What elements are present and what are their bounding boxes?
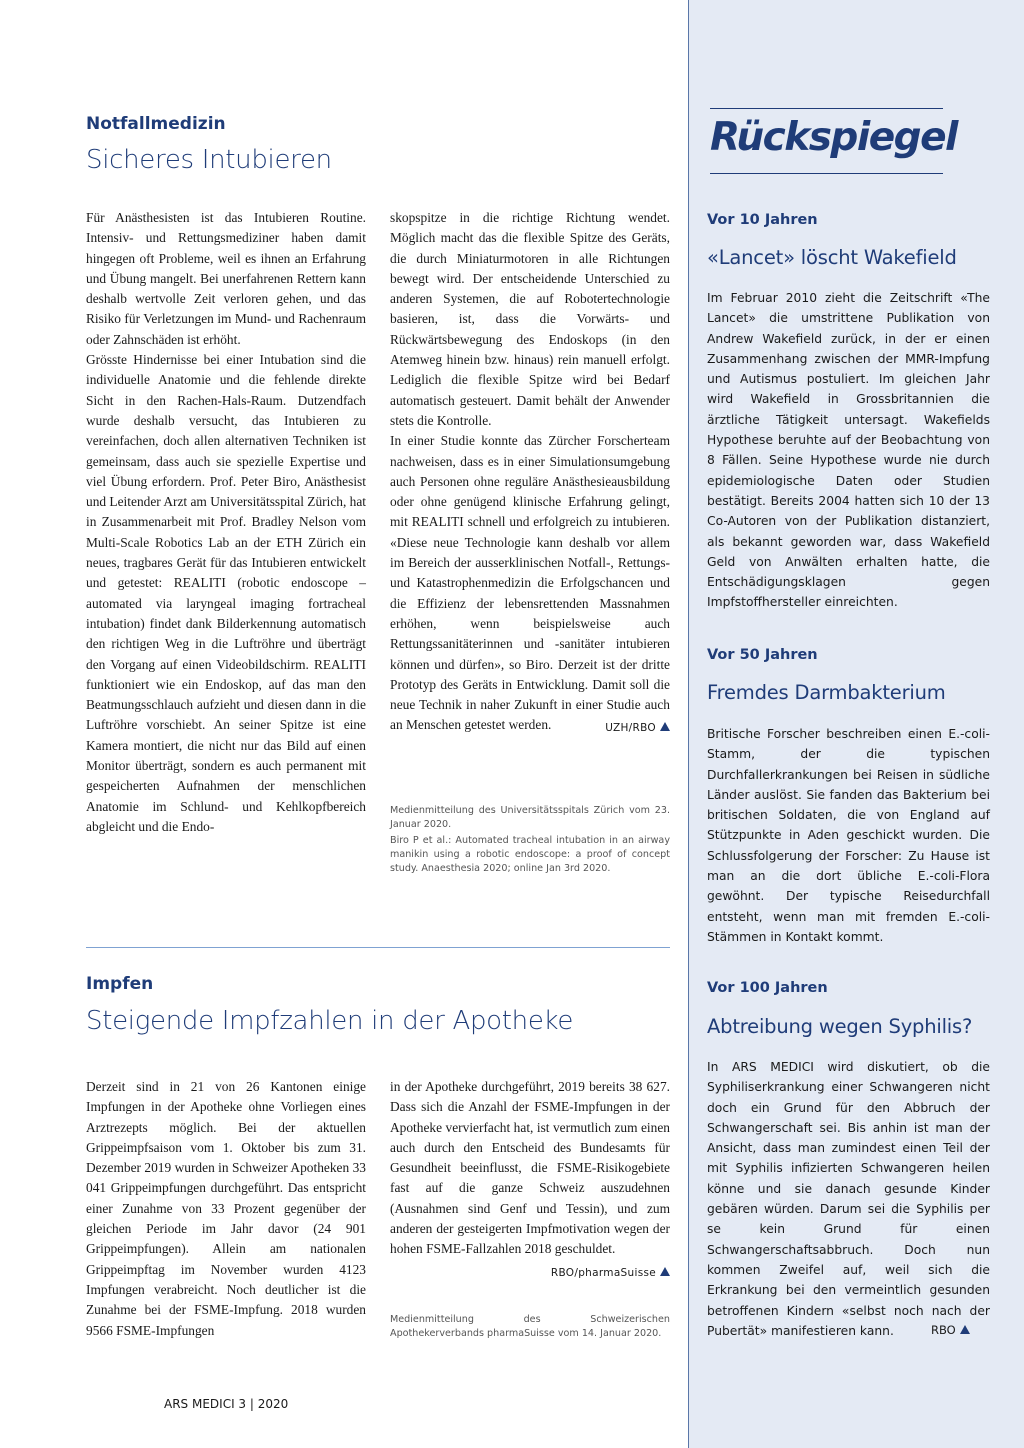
article1-paragraph-text: In einer Studie konnte das Zürcher Forscherteam nachweisen, dass es in einer Simulationsumgebung auch Personen ohne reguläre Anästhesieausbildung oder ohne genügend klinische Erfahrung gelingt, mit REALITI schnell und erfolgreich zu intubieren. «Diese neue Technologie kann deshalb vor allem im Bereich der ausserklinischen Notfall-, Rettungs- und Katastrophenmedizin die Erfolgschancen und die Effizienz der lebensrettenden Massnahmen erhöhen, wenn beispielsweise auch Rettungssanitäterinnen und -sanitäter intubieren können und dürfen», so Biro. Derzeit ist der dritte Prototyp des Geräts in Entwicklung. Damit soll die neue Technik in naher Zukunft in einer Studie auch an Menschen getestet werden.	[390, 433, 670, 733]
article1-paragraph: skopspitze in die richtige Richtung wendet. Möglich macht das die flexible Spitze des Geräts, die durch Miniaturmotoren in alle Richtungen bewegt wird. Der entscheidende Unterschied zu anderen Systemen, die auf Robotertechnologie basieren, ist, dass die Vorwärts- und Rückwärtsbewegung des Endoskops (in den Atemweg hinein bzw. hinaus) rein manuell erfolgt. Lediglich die flexible Spitze wird bei Bedarf automatisch gesteuert. Damit behält der Anwender stets die Kontrolle.	[390, 210, 670, 428]
article1-paragraph	[390, 431, 670, 735]
sidebar-headline: «Lancet» löscht Wakefield	[707, 246, 957, 269]
triangle-icon	[660, 1267, 670, 1276]
rueckspiegel-title: Rückspiegel	[710, 115, 957, 160]
article1-column-2	[390, 208, 670, 739]
article1-kicker: Notfallmedizin	[86, 114, 226, 134]
triangle-icon	[660, 722, 670, 731]
article2-headline: Steigende Impfzahlen in der Apotheke	[86, 1006, 574, 1036]
article1-note: Medienmitteilung des Universitätsspitals Zürich vom 23. Januar 2020.	[390, 805, 670, 830]
sidebar-headline: Abtreibung wegen Syphilis?	[707, 1015, 973, 1038]
triangle-icon	[960, 1325, 970, 1334]
article2-column-2	[390, 1077, 670, 1283]
article2-source-label: RBO/pharmaSuisse	[550, 1266, 656, 1279]
article2-source	[390, 1262, 670, 1283]
article1-notes	[390, 804, 670, 876]
article2-column-1	[86, 1077, 366, 1341]
article1-note: Biro P et al.: Automated tracheal intubation in an airway manikin using a robotic endoscope: a proof of concept study. Anaesthesia 2020; online Jan 3rd 2020.	[390, 835, 670, 874]
article2-paragraph: Derzeit sind in 21 von 26 Kantonen einige Impfungen in der Apotheke ohne Vorliegen eines Arztrezepts möglich. Bei der aktuellen Grippeimpfsaison vom 1. Oktober bis zum 31. Dezember 2019 wurden in Schweizer Apotheken 33 041 Grippeimpfungen durchgeführt. Das entspricht einer Zunahme von 33 Prozent gegenüber der gleichen Periode im Jahr davor (24 901 Grippeimpfungen). Allein am nationalen Grippeimpftag im November wurden 4123 Impfungen verabreicht. Noch deutlicher ist die Zunahme bei der FSME-Impfung. 2018 wurden 9566 FSME-Impfungen	[86, 1079, 366, 1338]
article1-source-label: UZH/RBO	[605, 722, 656, 735]
sidebar-kicker: Vor 100 Jahren	[707, 980, 828, 996]
article2-paragraph: in der Apotheke durchgeführt, 2019 bereits 38 627. Dass sich die Anzahl der FSME-Impfungen in der Apotheke vervierfacht hat, ist vermutlich zum einen auch durch den Entscheid des Bundesamts für Gesundheit beeinflusst, die FSME-Risikogebiete fast auf die ganze Schweiz auszudehnen (Ausnahmen sind Genf und Tessin), und zum anderen der gesteigerten Impfmotivation wegen der hohen FSME-Fallzahlen 2018 geschuldet.	[390, 1079, 670, 1257]
article1-paragraph: Grösste Hindernisse bei einer Intubation sind die individuelle Anatomie und die fehlende direkte Sicht in den Rachen-Hals-Raum. Dutzendfach wurde deshalb versucht, das Intubieren zu vereinfachen, doch allen alternativen Techniken ist gemeinsam, dass auch sie spezielle Expertise und viel Übung erfordern. Prof. Peter Biro, Anästhesist und Leitender Arzt am Universitätsspital Zürich, hat in Zusammenarbeit mit Prof. Bradley Nelson vom Multi-Scale Robotics Lab an der ETH Zürich ein neues, tragbares Gerät für das Intubieren entwickelt und getestet: REALITI (robotic endoscope – automated via laryngeal imaging fortracheal intubation) findet dank Bilderkennung automatisch den richtigen Weg in die Luftröhre und überträgt den Vorgang auf einen Videobildschirm. REALITI funktioniert wie ein Endoskop, auf das man den Beatmungsschlauch aufzieht und diesen dann in die Luftröhre vorschiebt. An seiner Spitze ist eine Kamera montiert, die nicht nur das Bild auf einen Monitor überträgt, sondern es auch permanent mit gespeicherten Aufnahmen der menschlichen Anatomie im Schlund- und Kehlkopfbereich abgleicht und die Endo-	[86, 352, 367, 834]
sidebar-text: In ARS MEDICI wird diskutiert, ob die Syphiliserkrankung einer Schwangeren nicht doch ein Grund für den Abbruch der Schwangerschaft sei. Bis anhin ist man der Ansicht, dass man zumindest einen Teil der mit Syphilis infizierten Schwangeren heilen könne und sie danach gesunde Kinder gebären würden. Darum sei die Syphilis per se kein Grund für einen Schwangerschaftsabbruch. Doch nun kommen Zweifel auf, weil sich die Erkrankung bei den vermeintlich gesunden betroffenen Kindern «selbst noch nach der Pubertät» manifestieren kann.	[707, 1060, 990, 1338]
brand-rule-top	[710, 108, 943, 109]
sidebar-kicker: Vor 10 Jahren	[707, 212, 818, 228]
sidebar-kicker: Vor 50 Jahren	[707, 647, 818, 663]
sidebar-text: Britische Forscher beschreiben einen E.-coli-Stamm, der die typischen Durchfallerkrankungen bei Reisen in südliche Länder auslöst. Sie fanden das Bakterium bei britischen Soldaten, die von England auf Stützpunkte in Aden geschickt wurden. Die Schlussfolgerung der Forscher: Zu Hause ist man an die dort übliche E.-coli-Flora gewöhnt. Der typische Reisedurchfall entsteht, wenn man mit fremden E.-coli-Stämmen in Kontakt kommt.	[707, 727, 990, 944]
article-divider	[86, 947, 670, 948]
sidebar-text: Im Februar 2010 zieht die Zeitschrift «The Lancet» die umstrittene Publikation von Andrew Wakefield zurück, in der er einen Zusammenhang zwischen der MMR-Impfung und Autismus postuliert. Im gleichen Jahr wird Wakefield in Grossbritannien die ärztliche Tätigkeit untersagt. Wakefields Hypothese beruhte auf der Beobachtung von 8 Fällen. Seine Hypothese wurde nie durch epidemiologische Daten oder Studien bestätigt. Bereits 2004 hatten sich 10 der 13 Co-Autoren von der Publikation distanziert, als bekannt geworden war, dass Wakefield Geld von Anwälten erhalten hatte, die Entschädigungsklagen gegen Impfstoffhersteller einreichten.	[707, 291, 990, 610]
article1-headline: Sicheres Intubieren	[86, 145, 332, 175]
brand-rule-bottom	[710, 173, 943, 174]
page-footer: ARS MEDICI 3 | 2020	[164, 1397, 289, 1411]
article1-column-1	[86, 208, 366, 837]
sidebar-source-label: RBO	[931, 1323, 956, 1337]
article2-note: Medienmitteilung des Schweizerischen Apothekerverbands pharmaSuisse vom 14. Januar 2020.	[390, 1314, 670, 1339]
article1-source	[605, 715, 670, 738]
sidebar-headline: Fremdes Darmbakterium	[707, 681, 946, 704]
article2-kicker: Impfen	[86, 974, 154, 994]
article1-paragraph: Für Anästhesisten ist das Intubieren Routine. Intensiv- und Rettungsmediziner haben damit hingegen oft Probleme, weil es ihnen an Erfahrung und Übung mangelt. Bei unerfahrenen Rettern kann deshalb wertvolle Zeit verloren gehen, und das Risiko für Verletzungen im Mund- und Rachenraum oder Zahnschäden ist erhöht.	[86, 210, 366, 347]
sidebar-source	[931, 1323, 970, 1337]
